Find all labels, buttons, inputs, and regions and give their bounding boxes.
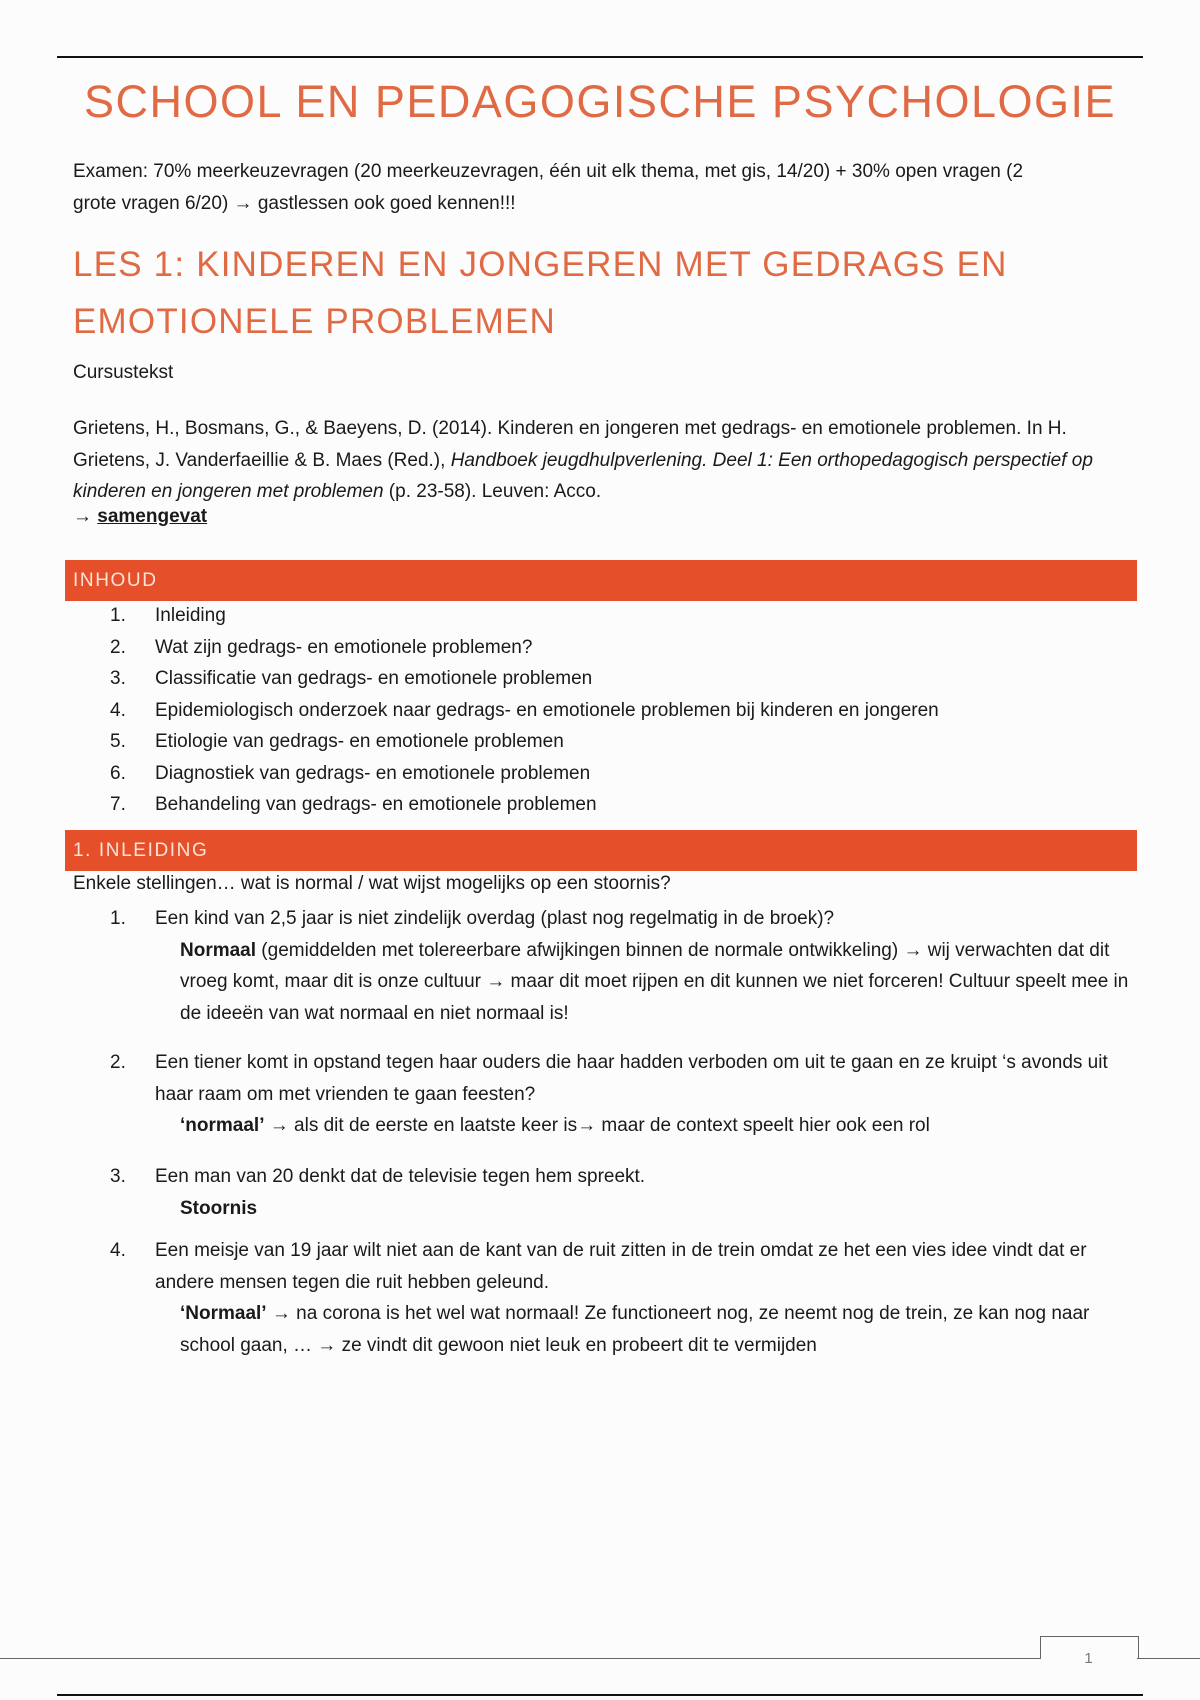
summary-link[interactable]: samengevat — [97, 506, 208, 527]
question-item — [100, 1161, 1140, 1224]
inleiding-heading: 1. INLEIDING — [65, 830, 1137, 871]
question-answer — [180, 1110, 1140, 1142]
reference-text: Grietens, H., Bosmans, G., & Baeyens, D. (2014). Kinderen en jongeren met gedrags- en emotionele problemen. In H. Grietens, J. Vanderfaeillie & B. Maes (Red.), — [73, 418, 1067, 471]
inhoud-heading: INHOUD — [65, 560, 1137, 601]
answer-explanation: (gemiddelden met tolereerbare afwijkingen binnen de normale ontwikkeling) → wij verwachten dat dit vroeg komt, maar dit is onze cultuur → maar dit moet rijpen en dit kunnen we niet forceren! Cultuur speelt mee in de ideeën van wat normaal en niet normaal is! — [180, 939, 1129, 1024]
question-answer — [180, 1193, 1140, 1225]
page-number: 1 — [1084, 1650, 1093, 1667]
toc-item[interactable]: 1. Inleiding — [110, 605, 226, 626]
answer-explanation: → als dit de eerste en laatste keer is→ maar de context speelt hier ook een rol — [264, 1115, 930, 1136]
reference — [73, 413, 1133, 508]
question-number: 3. — [110, 1166, 126, 1187]
lesson-title — [73, 236, 1123, 350]
question-item — [100, 1047, 1140, 1142]
toc-item[interactable]: 2. Wat zijn gedrags- en emotionele problemen? — [110, 636, 533, 658]
lesson-title-line-1: LES 1: KINDEREN EN JONGEREN MET GEDRAGS EN — [73, 245, 1008, 284]
footer-rule — [0, 1658, 1040, 1659]
cursustekst-label: Cursustekst — [73, 362, 174, 383]
exam-line-2: grote vragen 6/20) → gastlessen ook goed kennen!!! — [73, 193, 516, 214]
document-title: SCHOOL EN PEDAGOGISCHE PSYCHOLOGIE — [83, 76, 1117, 127]
question-answer — [180, 1298, 1140, 1361]
reference-publisher: (p. 23-58). Leuven: Acco. — [383, 481, 602, 502]
footer-rule — [1137, 1658, 1200, 1659]
exam-info — [73, 156, 1123, 220]
question-number: 4. — [110, 1240, 126, 1261]
answer-explanation: → na corona is het wel wat normaal! Ze functioneert nog, ze neemt nog de trein, ze kan nog naar school gaan, … → ze vindt dit gewoon niet leuk en probeert dit te vermijden — [180, 1303, 1090, 1356]
answer-verdict: Stoornis — [180, 1197, 258, 1219]
bottom-rule — [57, 1694, 1143, 1696]
question-text: Een kind van 2,5 jaar is niet zindelijk overdag (plast nog regelmatig in de broek)? — [155, 908, 835, 929]
inleiding-intro: Enkele stellingen… wat is normal / wat wijst mogelijks op een stoornis? — [73, 873, 671, 894]
toc-item[interactable]: 6. Diagnostiek van gedrags- en emotionele problemen — [110, 762, 591, 784]
answer-verdict: ‘normaal’ — [180, 1115, 265, 1136]
toc-item[interactable]: 3. Classificatie van gedrags- en emotionele problemen — [110, 668, 593, 689]
question-text: Een man van 20 denkt dat de televisie tegen hem spreekt. — [155, 1166, 646, 1187]
toc-item[interactable]: 7. Behandeling van gedrags- en emotionele problemen — [110, 794, 597, 815]
reference-book-title: Handboek jeugdhulpverlening. Deel 1: Een orthopedagogisch perspectief op kinderen en jongeren met problemen — [73, 449, 1093, 502]
toc-item[interactable]: 4. Epidemiologisch onderzoek naar gedrags- en emotionele problemen bij kinderen en jongeren — [110, 699, 939, 721]
question-number: 1. — [110, 908, 126, 929]
question-text: Een tiener komt in opstand tegen haar ouders die haar hadden verboden om uit te gaan en ze kruipt ‘s avonds uit haar raam om met vrienden te gaan feesten? — [155, 1052, 1108, 1105]
toc-item[interactable]: 5. Etiologie van gedrags- en emotionele problemen — [110, 731, 564, 752]
question-answer — [180, 935, 1140, 1030]
top-rule — [57, 56, 1143, 58]
exam-line-1: Examen: 70% meerkeuzevragen (20 meerkeuzevragen, één uit elk thema, met gis, 14/20) + 30% open vragen (2 — [73, 161, 1024, 182]
question-item — [100, 903, 1140, 1029]
table-of-contents — [100, 600, 939, 821]
lesson-title-line-2: EMOTIONELE PROBLEMEN — [73, 302, 556, 341]
question-item — [100, 1235, 1140, 1361]
summary-link-row — [73, 506, 207, 528]
answer-verdict: Normaal — [180, 939, 257, 961]
question-text: Een meisje van 19 jaar wilt niet aan de kant van de ruit zitten in de trein omdat ze het een vies idee vindt dat er andere mensen tegen die ruit hebben geleund. — [155, 1240, 1087, 1293]
arrow-right-icon: → — [73, 506, 92, 527]
answer-verdict: ‘Normaal’ — [180, 1303, 267, 1324]
question-number: 2. — [110, 1052, 126, 1073]
